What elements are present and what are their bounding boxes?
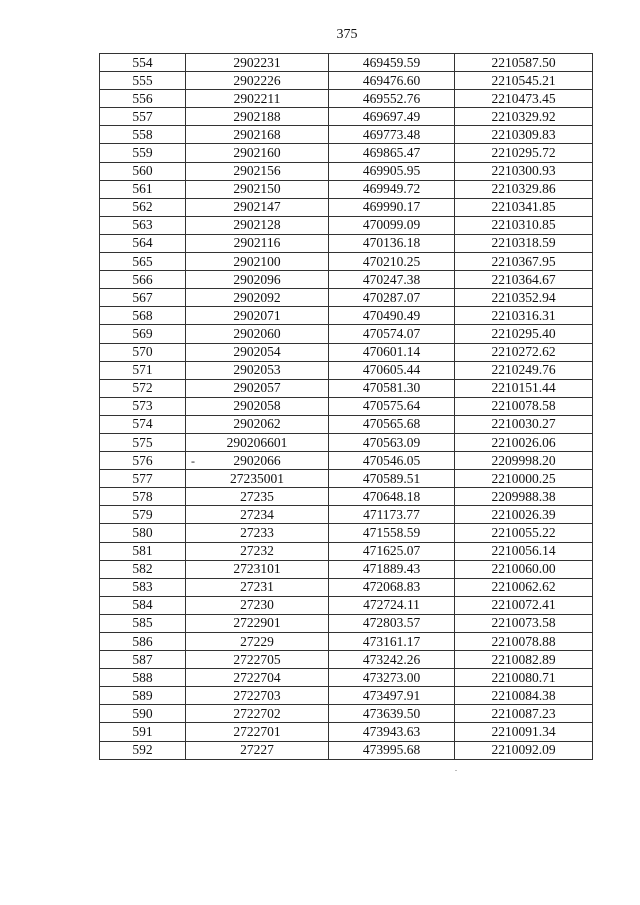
table-row <box>100 271 593 289</box>
x-coordinate-cell: 470605.44 <box>329 361 455 379</box>
point-id-cell: 2902054 <box>186 343 329 361</box>
table-row <box>100 198 593 216</box>
point-number-cell: 555 <box>100 72 186 90</box>
point-id-cell: 2902211 <box>186 90 329 108</box>
x-coordinate-cell: 470287.07 <box>329 289 455 307</box>
table-row <box>100 216 593 234</box>
table-row <box>100 723 593 741</box>
y-coordinate-cell: 2210316.31 <box>455 307 593 325</box>
point-number-cell: 560 <box>100 162 186 180</box>
point-id-cell: 2902057 <box>186 379 329 397</box>
table-row <box>100 741 593 759</box>
y-coordinate-cell: 2210060.00 <box>455 560 593 578</box>
x-coordinate-cell: 473161.17 <box>329 633 455 651</box>
y-coordinate-cell: 2210587.50 <box>455 54 593 72</box>
y-coordinate-cell: 2210272.62 <box>455 343 593 361</box>
point-id-cell: 2902160 <box>186 144 329 162</box>
x-coordinate-cell: 470210.25 <box>329 253 455 271</box>
table-row <box>100 253 593 271</box>
point-id-cell: 27234 <box>186 506 329 524</box>
y-coordinate-cell: 2210030.27 <box>455 415 593 433</box>
point-id-cell: 2902053 <box>186 361 329 379</box>
table-row <box>100 325 593 343</box>
coordinates-table-body <box>100 54 593 760</box>
point-number-cell: 589 <box>100 687 186 705</box>
table-row <box>100 307 593 325</box>
x-coordinate-cell: 470099.09 <box>329 216 455 234</box>
point-number-cell: 566 <box>100 271 186 289</box>
table-row <box>100 452 593 470</box>
point-id-cell: 2722901 <box>186 614 329 632</box>
table-row <box>100 54 593 72</box>
stray-dot-mark <box>455 770 457 771</box>
point-id-cell: 27229 <box>186 633 329 651</box>
point-id-cell: 2902071 <box>186 307 329 325</box>
x-coordinate-cell: 470648.18 <box>329 488 455 506</box>
table-row <box>100 343 593 361</box>
table-row <box>100 614 593 632</box>
stray-dash-mark: - <box>191 454 195 468</box>
y-coordinate-cell: 2210367.95 <box>455 253 593 271</box>
table-row <box>100 415 593 433</box>
y-coordinate-cell: 2210151.44 <box>455 379 593 397</box>
point-id-cell: 2902188 <box>186 108 329 126</box>
table-row <box>100 578 593 596</box>
y-coordinate-cell: 2209998.20 <box>455 452 593 470</box>
point-number-cell: 588 <box>100 669 186 687</box>
point-number-cell: 559 <box>100 144 186 162</box>
x-coordinate-cell: 470581.30 <box>329 379 455 397</box>
x-coordinate-cell: 469990.17 <box>329 198 455 216</box>
point-number-cell: 563 <box>100 216 186 234</box>
point-number-cell: 581 <box>100 542 186 560</box>
point-id-cell: 2902060 <box>186 325 329 343</box>
x-coordinate-cell: 473273.00 <box>329 669 455 687</box>
point-id-cell: 27231 <box>186 578 329 596</box>
point-number-cell: 570 <box>100 343 186 361</box>
y-coordinate-cell: 2210473.45 <box>455 90 593 108</box>
point-id-cell: 2722705 <box>186 651 329 669</box>
y-coordinate-cell: 2209988.38 <box>455 488 593 506</box>
point-id-cell: 2902092 <box>186 289 329 307</box>
point-id-cell: 2902156 <box>186 162 329 180</box>
point-id-cell: 2902128 <box>186 216 329 234</box>
x-coordinate-cell: 470565.68 <box>329 415 455 433</box>
y-coordinate-cell: 2210310.85 <box>455 216 593 234</box>
y-coordinate-cell: 2210084.38 <box>455 687 593 705</box>
y-coordinate-cell: 2210295.40 <box>455 325 593 343</box>
point-number-cell: 571 <box>100 361 186 379</box>
table-row <box>100 524 593 542</box>
point-id-cell: 290206601 <box>186 433 329 451</box>
point-number-cell: 565 <box>100 253 186 271</box>
table-row <box>100 669 593 687</box>
point-number-cell: 562 <box>100 198 186 216</box>
table-row <box>100 687 593 705</box>
x-coordinate-cell: 473943.63 <box>329 723 455 741</box>
x-coordinate-cell: 470247.38 <box>329 271 455 289</box>
point-number-cell: 592 <box>100 741 186 759</box>
point-id-cell: 2902062 <box>186 415 329 433</box>
table-row <box>100 162 593 180</box>
x-coordinate-cell: 470136.18 <box>329 234 455 252</box>
point-id-cell: 2902066 <box>186 452 329 470</box>
point-id-cell: 2902150 <box>186 180 329 198</box>
point-number-cell: 567 <box>100 289 186 307</box>
point-id-cell: 2722703 <box>186 687 329 705</box>
x-coordinate-cell: 469459.59 <box>329 54 455 72</box>
y-coordinate-cell: 2210295.72 <box>455 144 593 162</box>
table-row <box>100 126 593 144</box>
y-coordinate-cell: 2210087.23 <box>455 705 593 723</box>
x-coordinate-cell: 469905.95 <box>329 162 455 180</box>
point-number-cell: 578 <box>100 488 186 506</box>
point-number-cell: 568 <box>100 307 186 325</box>
table-row <box>100 560 593 578</box>
table-row <box>100 433 593 451</box>
x-coordinate-cell: 473242.26 <box>329 651 455 669</box>
point-number-cell: 556 <box>100 90 186 108</box>
y-coordinate-cell: 2210329.92 <box>455 108 593 126</box>
table-row <box>100 596 593 614</box>
table-row <box>100 651 593 669</box>
y-coordinate-cell: 2210056.14 <box>455 542 593 560</box>
y-coordinate-cell: 2210092.09 <box>455 741 593 759</box>
table-row <box>100 542 593 560</box>
y-coordinate-cell: 2210082.89 <box>455 651 593 669</box>
point-id-cell: 27232 <box>186 542 329 560</box>
coordinates-table <box>99 53 593 760</box>
point-number-cell: 554 <box>100 54 186 72</box>
y-coordinate-cell: 2210078.58 <box>455 397 593 415</box>
point-number-cell: 587 <box>100 651 186 669</box>
y-coordinate-cell: 2210309.83 <box>455 126 593 144</box>
x-coordinate-cell: 472068.83 <box>329 578 455 596</box>
y-coordinate-cell: 2210072.41 <box>455 596 593 614</box>
x-coordinate-cell: 473995.68 <box>329 741 455 759</box>
point-number-cell: 572 <box>100 379 186 397</box>
table-row <box>100 289 593 307</box>
x-coordinate-cell: 469865.47 <box>329 144 455 162</box>
table-row <box>100 234 593 252</box>
x-coordinate-cell: 470589.51 <box>329 470 455 488</box>
x-coordinate-cell: 472724.11 <box>329 596 455 614</box>
y-coordinate-cell: 2210545.21 <box>455 72 593 90</box>
x-coordinate-cell: 471625.07 <box>329 542 455 560</box>
x-coordinate-cell: 469949.72 <box>329 180 455 198</box>
table-row <box>100 506 593 524</box>
point-number-cell: 580 <box>100 524 186 542</box>
point-id-cell: 2902226 <box>186 72 329 90</box>
x-coordinate-cell: 471558.59 <box>329 524 455 542</box>
point-id-cell: 2902100 <box>186 253 329 271</box>
point-number-cell: 573 <box>100 397 186 415</box>
x-coordinate-cell: 469773.48 <box>329 126 455 144</box>
point-number-cell: 584 <box>100 596 186 614</box>
point-number-cell: 583 <box>100 578 186 596</box>
table-row <box>100 633 593 651</box>
point-number-cell: 561 <box>100 180 186 198</box>
x-coordinate-cell: 471889.43 <box>329 560 455 578</box>
page-number: 375 <box>336 27 358 42</box>
point-id-cell: 27233 <box>186 524 329 542</box>
table-row <box>100 397 593 415</box>
point-id-cell: 2902058 <box>186 397 329 415</box>
point-id-cell: 2902096 <box>186 271 329 289</box>
point-number-cell: 579 <box>100 506 186 524</box>
y-coordinate-cell: 2210078.88 <box>455 633 593 651</box>
x-coordinate-cell: 469552.76 <box>329 90 455 108</box>
x-coordinate-cell: 469697.49 <box>329 108 455 126</box>
table-row <box>100 144 593 162</box>
x-coordinate-cell: 470574.07 <box>329 325 455 343</box>
point-number-cell: 591 <box>100 723 186 741</box>
x-coordinate-cell: 469476.60 <box>329 72 455 90</box>
x-coordinate-cell: 471173.77 <box>329 506 455 524</box>
point-number-cell: 577 <box>100 470 186 488</box>
point-id-cell: 2722704 <box>186 669 329 687</box>
point-number-cell: 564 <box>100 234 186 252</box>
table-row <box>100 488 593 506</box>
x-coordinate-cell: 470575.64 <box>329 397 455 415</box>
table-row <box>100 470 593 488</box>
y-coordinate-cell: 2210062.62 <box>455 578 593 596</box>
point-number-cell: 582 <box>100 560 186 578</box>
point-id-cell: 2902168 <box>186 126 329 144</box>
x-coordinate-cell: 470601.14 <box>329 343 455 361</box>
y-coordinate-cell: 2210055.22 <box>455 524 593 542</box>
point-id-cell: 27235 <box>186 488 329 506</box>
point-number-cell: 575 <box>100 433 186 451</box>
table-row <box>100 361 593 379</box>
table-row <box>100 90 593 108</box>
y-coordinate-cell: 2210073.58 <box>455 614 593 632</box>
point-id-cell: 2723101 <box>186 560 329 578</box>
point-number-cell: 558 <box>100 126 186 144</box>
point-id-cell: 27235001 <box>186 470 329 488</box>
y-coordinate-cell: 2210352.94 <box>455 289 593 307</box>
y-coordinate-cell: 2210300.93 <box>455 162 593 180</box>
point-id-cell: 27230 <box>186 596 329 614</box>
x-coordinate-cell: 473497.91 <box>329 687 455 705</box>
y-coordinate-cell: 2210080.71 <box>455 669 593 687</box>
y-coordinate-cell: 2210000.25 <box>455 470 593 488</box>
point-number-cell: 585 <box>100 614 186 632</box>
table-row <box>100 72 593 90</box>
y-coordinate-cell: 2210026.06 <box>455 433 593 451</box>
point-id-cell: 27227 <box>186 741 329 759</box>
point-id-cell: 2902116 <box>186 234 329 252</box>
x-coordinate-cell: 473639.50 <box>329 705 455 723</box>
point-id-cell: 2722701 <box>186 723 329 741</box>
y-coordinate-cell: 2210329.86 <box>455 180 593 198</box>
y-coordinate-cell: 2210364.67 <box>455 271 593 289</box>
point-number-cell: 574 <box>100 415 186 433</box>
x-coordinate-cell: 470563.09 <box>329 433 455 451</box>
y-coordinate-cell: 2210091.34 <box>455 723 593 741</box>
y-coordinate-cell: 2210341.85 <box>455 198 593 216</box>
y-coordinate-cell: 2210249.76 <box>455 361 593 379</box>
point-number-cell: 590 <box>100 705 186 723</box>
x-coordinate-cell: 472803.57 <box>329 614 455 632</box>
point-id-cell: 2722702 <box>186 705 329 723</box>
point-number-cell: 576 <box>100 452 186 470</box>
point-id-cell: 2902231 <box>186 54 329 72</box>
y-coordinate-cell: 2210318.59 <box>455 234 593 252</box>
x-coordinate-cell: 470546.05 <box>329 452 455 470</box>
point-number-cell: 586 <box>100 633 186 651</box>
table-row <box>100 180 593 198</box>
y-coordinate-cell: 2210026.39 <box>455 506 593 524</box>
point-number-cell: 557 <box>100 108 186 126</box>
point-id-cell: 2902147 <box>186 198 329 216</box>
table-row <box>100 108 593 126</box>
point-number-cell: 569 <box>100 325 186 343</box>
x-coordinate-cell: 470490.49 <box>329 307 455 325</box>
table-row <box>100 705 593 723</box>
table-row <box>100 379 593 397</box>
